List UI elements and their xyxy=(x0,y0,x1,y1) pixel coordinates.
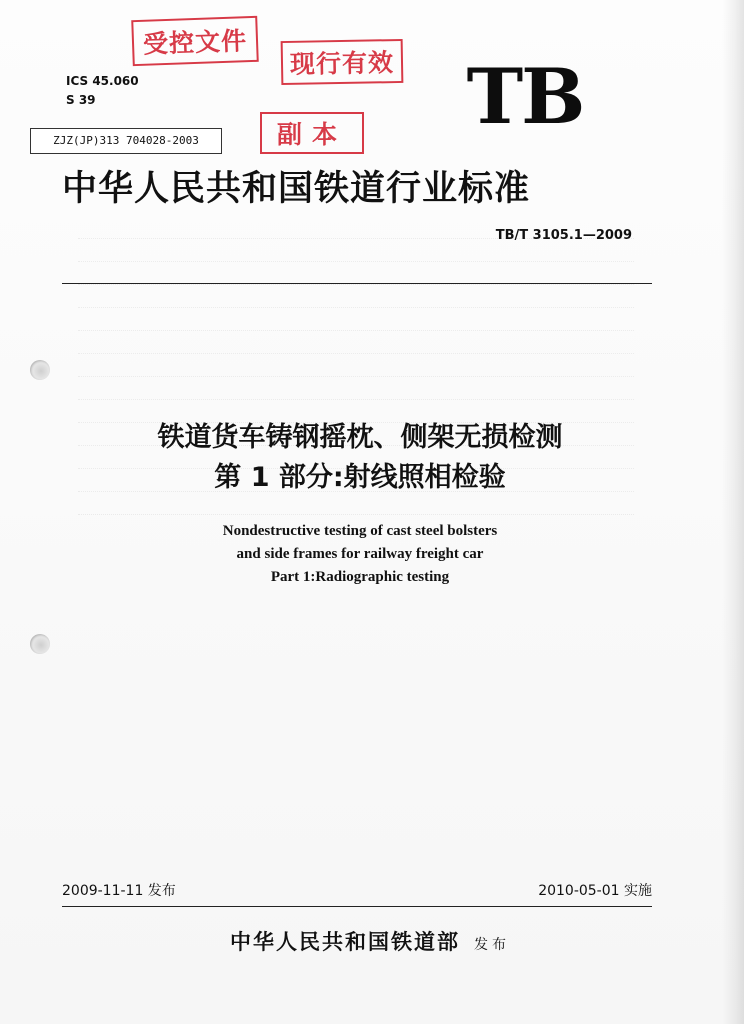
chinese-title xyxy=(70,418,650,498)
copy-stamp: 副本 xyxy=(260,112,364,154)
tb-logo: TB xyxy=(466,52,584,141)
ccs-code: S 39 xyxy=(66,93,96,107)
ics-code: ICS 45.060 xyxy=(66,74,139,88)
standard-number: TB/T 3105.1—2009 xyxy=(495,228,632,243)
header-divider xyxy=(62,283,652,284)
implementation-date: 2010-05-01 实施 xyxy=(538,883,652,899)
punch-hole xyxy=(30,360,50,380)
publisher-action: 发布 xyxy=(474,937,510,953)
classification-codes xyxy=(66,72,139,110)
chinese-title-line-2: 第 1 部分:射线照相检验 xyxy=(214,462,506,493)
archive-reference-label: ZJZ(JP)313 704028-2003 xyxy=(30,128,222,154)
punch-hole xyxy=(30,634,50,654)
english-title-line-2: and side frames for railway freight car xyxy=(236,546,484,562)
english-title xyxy=(100,520,620,589)
english-title-line-1: Nondestructive testing of cast steel bolsters xyxy=(222,523,498,539)
page-edge-shadow xyxy=(722,0,744,1024)
currently-valid-stamp: 现行有效 xyxy=(281,39,404,85)
issue-date: 2009-11-11 发布 xyxy=(62,883,176,899)
publisher-line xyxy=(140,926,600,956)
footer-divider xyxy=(62,906,652,907)
publisher-name: 中华人民共和国铁道部 xyxy=(230,929,460,954)
standard-category-heading: 中华人民共和国铁道行业标准 xyxy=(62,168,531,209)
english-title-line-3: Part 1:Radiographic testing xyxy=(270,569,450,585)
controlled-document-stamp: 受控文件 xyxy=(131,16,259,66)
chinese-title-line-1: 铁道货车铸钢摇枕、侧架无损检测 xyxy=(157,422,563,453)
